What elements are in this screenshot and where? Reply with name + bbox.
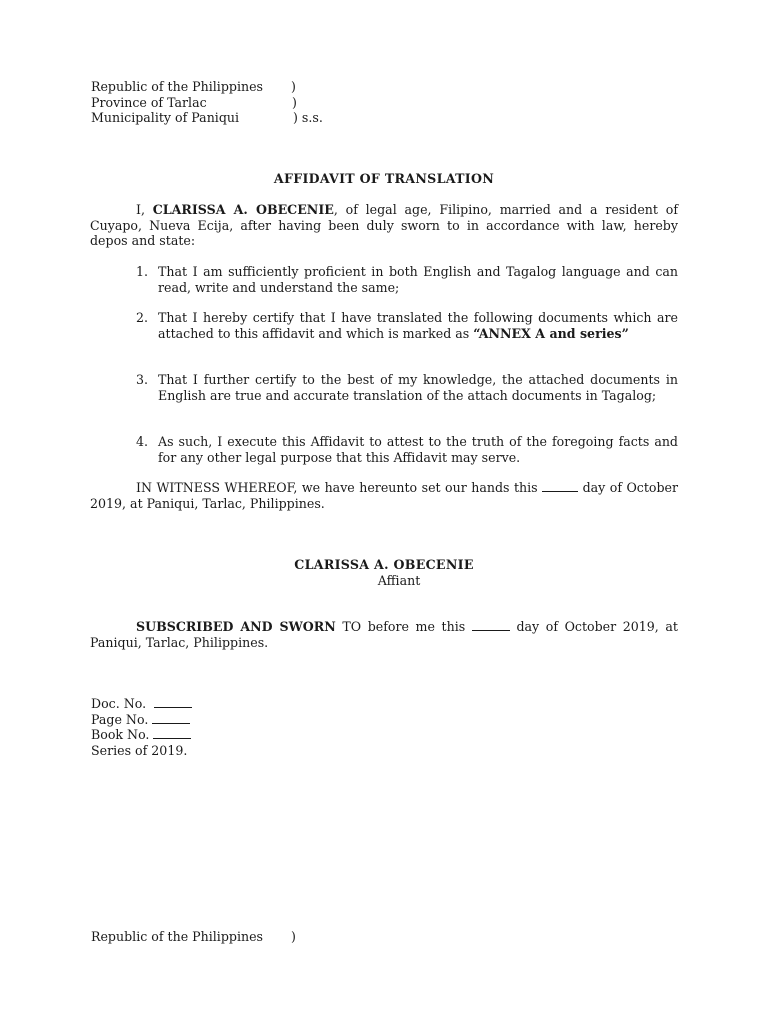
book-no-label: Book No. [91, 727, 150, 743]
list-item-number: 4. [136, 434, 149, 449]
signature-block [0, 557, 768, 588]
venue-row-republic [91, 79, 351, 95]
notary-register [91, 696, 192, 758]
list-item [136, 372, 678, 403]
list-item-body: That I hereby certify that I have translated the following documents which are attached to this affidavit and which is marked as [158, 310, 678, 341]
list-item-number: 1. [136, 264, 149, 279]
list-item-text: That I am sufficiently proficient in both English and Tagalog language and can read, write and understand the same; [158, 264, 678, 295]
jurat-text-2: day of October 2019, at Paniqui, Tarlac, Philippines. [90, 619, 678, 650]
document-title: AFFIDAVIT OF TRANSLATION [273, 171, 495, 186]
intro-paragraph [90, 202, 678, 249]
jurat-paragraph [90, 619, 678, 650]
jurat-bold: SUBSCRIBED AND SWORN [136, 619, 336, 634]
witness-text-2: day of October 2019, at Paniqui, Tarlac, Philippines. [90, 480, 679, 511]
doc-no-label: Doc. No. [91, 696, 147, 711]
venue-row-republic [91, 929, 351, 945]
venue-row-province [91, 95, 351, 111]
venue-closer: ) [292, 94, 297, 110]
list-item [136, 310, 678, 341]
venue-closer: ) s.s. [293, 110, 323, 125]
page-no-line [91, 712, 192, 728]
list-item [136, 434, 678, 465]
footer-venue [91, 929, 351, 945]
venue-republic: Republic of the Philippines [91, 929, 264, 944]
venue-municipality: Municipality of Paniqui [91, 110, 240, 125]
venue-block [91, 79, 351, 126]
list-item-number: 2. [136, 310, 149, 325]
jurat-text-1: TO before me this [335, 619, 472, 634]
intro-rest: , of legal age, Filipino, married and a resident of Cuyapo, Nueva Ecija, after having been duly sworn to in accordance with law, hereby depos and state: [90, 202, 679, 249]
affiant-name: CLARISSA A. OBECENIE [152, 202, 334, 217]
witness-paragraph [90, 480, 678, 511]
page-no-label: Page No. [91, 711, 149, 727]
doc-no-line [91, 696, 192, 712]
day-blank [472, 619, 510, 631]
list-item-text: As such, I execute this Affidavit to attest to the truth of the foregoing facts and for any other legal purpose that this Affidavit may serve. [158, 434, 678, 465]
venue-closer: ) [291, 79, 296, 94]
book-no-blank [153, 727, 191, 739]
book-no-line [91, 727, 192, 743]
venue-closer: ) [291, 929, 296, 944]
list-item [136, 264, 678, 295]
venue-republic: Republic of the Philippines [91, 79, 264, 94]
signature-name: CLARISSA A. OBECENIE [294, 557, 474, 572]
venue-row-municipality [91, 110, 351, 126]
page-no-blank [152, 712, 190, 724]
intro-lead: I, [136, 202, 153, 217]
annex-label: “ANNEX A and series” [473, 325, 629, 341]
day-blank [542, 480, 578, 492]
list-item-text [158, 310, 678, 341]
list-item-text: That I further certify to the best of my knowledge, the attached documents in English are true and accurate translation of the attach documents in Tagalog; [158, 372, 678, 403]
series-line: Series of 2019. [91, 742, 188, 758]
witness-text-1: IN WITNESS WHEREOF, we have hereunto set our hands this [136, 480, 543, 495]
doc-no-blank [154, 696, 192, 708]
list-item-number: 3. [136, 372, 149, 387]
venue-province: Province of Tarlac [91, 94, 207, 110]
signature-role: Affiant [377, 572, 421, 588]
